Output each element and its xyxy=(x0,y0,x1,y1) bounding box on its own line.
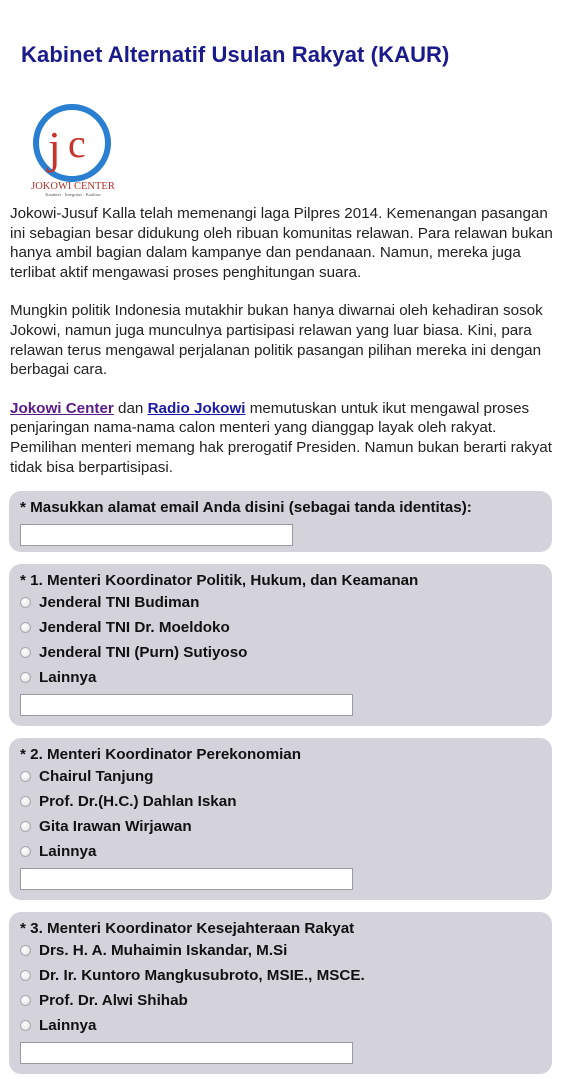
svg-text:c: c xyxy=(68,121,86,166)
option-label: Lainnya xyxy=(39,843,97,860)
question-label: * 2. Menteri Koordinator Perekonomian xyxy=(20,746,302,763)
jokowi-center-link[interactable]: Jokowi Center xyxy=(10,399,114,417)
option-label: Lainnya xyxy=(39,1017,97,1034)
option-row[interactable] xyxy=(20,590,552,615)
svg-text:JOKOWI CENTER: JOKOWI CENTER xyxy=(31,181,115,192)
option-label: Prof. Dr. Alwi Shihab xyxy=(39,992,188,1009)
option-label: Jenderal TNI Dr. Moeldoko xyxy=(39,619,230,636)
email-card xyxy=(9,491,552,552)
jokowi-center-logo xyxy=(26,101,120,197)
option-row[interactable] xyxy=(20,963,552,988)
question-label: * 3. Menteri Koordinator Kesejahteraan Rakyat xyxy=(20,920,355,937)
radio-button[interactable] xyxy=(20,796,31,807)
other-answer-input[interactable] xyxy=(20,1042,353,1064)
radio-button[interactable] xyxy=(20,672,31,683)
option-row[interactable] xyxy=(20,665,552,690)
option-row[interactable] xyxy=(20,988,552,1013)
question-card-3 xyxy=(9,912,552,1074)
radio-button[interactable] xyxy=(20,647,31,658)
option-row[interactable] xyxy=(20,839,552,864)
radio-button[interactable] xyxy=(20,821,31,832)
intro-paragraph-3: Jokowi Center dan Radio Jokowi memutuskan untuk ikut mengawal proses penjaringan nama-nama calon menteri yang dianggap layak oleh rakyat. Pemilihan menteri memang hak prerogatif Presiden. Namun bukan berarti rakyat tidak bisa berpartisipasi. xyxy=(10,399,552,476)
option-row[interactable] xyxy=(20,789,552,814)
radio-jokowi-link[interactable]: Radio Jokowi xyxy=(147,399,246,417)
question-label: * 1. Menteri Koordinator Politik, Hukum, dan Keamanan xyxy=(20,572,419,589)
radio-button[interactable] xyxy=(20,597,31,608)
option-row[interactable] xyxy=(20,814,552,839)
option-label: Jenderal TNI (Purn) Sutiyoso xyxy=(39,644,248,661)
other-answer-input[interactable] xyxy=(20,694,353,716)
svg-text:j: j xyxy=(48,122,61,173)
intro-paragraph-2: Mungkin politik Indonesia mutakhir bukan hanya diwarnai oleh kehadiran sosok Jokowi, namun juga munculnya partisipasi relawan yang luar biasa. Kini, para relawan terus mengawal perjalanan politik pasangan pilihan mereka ini dengan berbagai cara. xyxy=(10,302,543,379)
option-label: Drs. H. A. Muhaimin Iskandar, M.Si xyxy=(39,942,288,959)
intro-paragraph-1: Jokowi-Jusuf Kalla telah memenangi laga Pilpres 2014. Kemenangan pasangan ini sebagian besar didukung oleh ribuan komunitas relawan. Para relawan bukan hanya ambil bagian dalam kampanye dan pendanaan. Namun, mereka juga terlibat aktif mengawasi proses penghitungan suara. xyxy=(10,205,553,281)
option-row[interactable] xyxy=(20,640,552,665)
radio-button[interactable] xyxy=(20,945,31,956)
option-row[interactable] xyxy=(20,615,552,640)
radio-button[interactable] xyxy=(20,622,31,633)
radio-button[interactable] xyxy=(20,995,31,1006)
radio-button[interactable] xyxy=(20,771,31,782)
option-row[interactable] xyxy=(20,938,552,963)
svg-text:Karakter · Integritas · Kualit: Karakter · Integritas · Kualitas xyxy=(45,192,101,197)
page-title: Kabinet Alternatif Usulan Rakyat (KAUR) xyxy=(21,42,450,67)
radio-button[interactable] xyxy=(20,1020,31,1031)
option-label: Gita Irawan Wirjawan xyxy=(39,818,192,835)
email-label: * Masukkan alamat email Anda disini (sebagai tanda identitas): xyxy=(20,499,472,516)
question-card-1 xyxy=(9,564,552,726)
email-input[interactable] xyxy=(20,524,293,546)
option-row[interactable] xyxy=(20,1013,552,1038)
question-card-2 xyxy=(9,738,552,900)
option-row[interactable] xyxy=(20,764,552,789)
radio-button[interactable] xyxy=(20,970,31,981)
option-label: Dr. Ir. Kuntoro Mangkusubroto, MSIE., MSCE. xyxy=(39,967,365,984)
option-label: Lainnya xyxy=(39,669,97,686)
radio-button[interactable] xyxy=(20,846,31,857)
option-label: Jenderal TNI Budiman xyxy=(39,594,200,611)
other-answer-input[interactable] xyxy=(20,868,353,890)
intro-text xyxy=(10,204,556,496)
option-label: Chairul Tanjung xyxy=(39,768,154,785)
option-label: Prof. Dr.(H.C.) Dahlan Iskan xyxy=(39,793,237,810)
